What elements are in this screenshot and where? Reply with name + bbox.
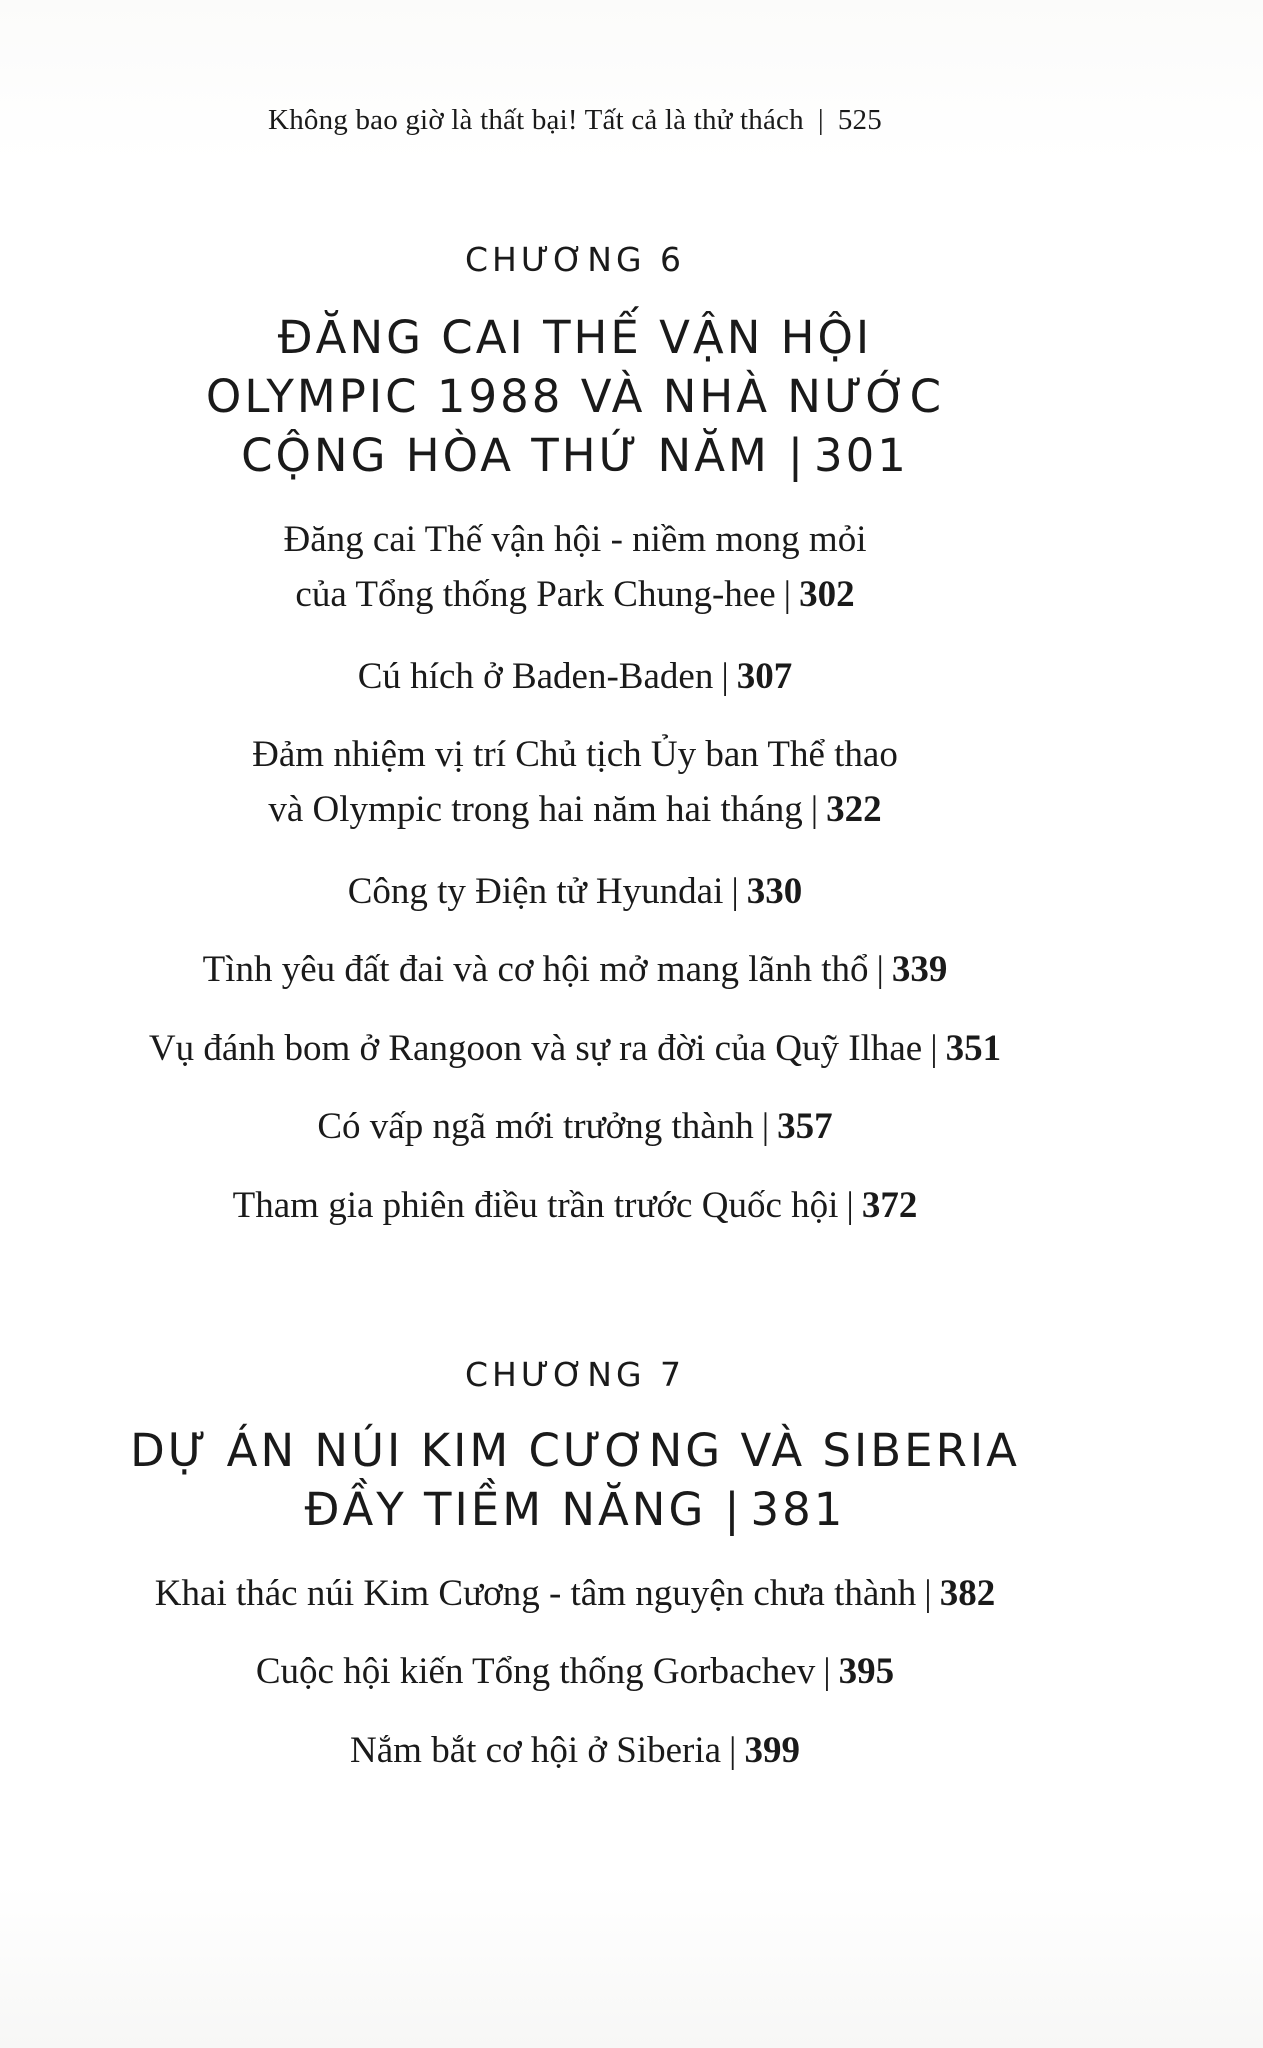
running-header-separator: | (817, 104, 824, 136)
toc-entry-line (0, 567, 1150, 622)
chapter-6-label: CHƯƠNG 6 (464, 240, 686, 279)
chapter-7-title (0, 1421, 1150, 1539)
chapter-6-title-line-1: ĐĂNG CAI THẾ VẬN HỘI (277, 311, 873, 364)
toc-page-number: 330 (746, 871, 803, 912)
toc-separator: | (823, 1651, 831, 1692)
toc-entry-line (0, 942, 1150, 997)
chapter-7-title-line-2 (0, 1480, 1150, 1539)
chapter-6-title-separator: | (787, 429, 806, 482)
toc-entry-line (0, 1021, 1150, 1076)
toc-entry-text: và Olympic trong hai năm hai tháng (268, 789, 803, 830)
toc-separator: | (846, 1185, 854, 1226)
toc-entry-line (0, 1644, 1150, 1699)
toc-entry-line (0, 1566, 1150, 1621)
toc-page-number: 307 (736, 656, 793, 697)
toc-page-number: 339 (891, 949, 948, 990)
chapter-7-entry-2[interactable] (0, 1644, 1150, 1699)
chapter-7-title-line-2-text: ĐẦY TIỀM NĂNG (304, 1483, 707, 1536)
chapter-6-entry-8[interactable] (0, 1178, 1150, 1233)
toc-entry-text: Công ty Điện tử Hyundai (347, 871, 724, 912)
chapter-7-entry-3[interactable] (0, 1723, 1150, 1778)
toc-entry-text: Nắm bắt cơ hội ở Siberia (350, 1730, 722, 1771)
toc-entry-line (0, 1099, 1150, 1154)
toc-entry-text: Cuộc hội kiến Tổng thống Gorbachev (255, 1651, 816, 1692)
toc-separator: | (930, 1028, 938, 1069)
chapter-6-title-line-3-text: CỘNG HÒA THỨ NĂM (241, 429, 770, 482)
toc-entry-line: Đảm nhiệm vị trí Chủ tịch Ủy ban Thể thao (252, 734, 898, 775)
toc-separator: | (924, 1573, 932, 1614)
toc-separator: | (731, 871, 739, 912)
chapter-6-heading (0, 240, 1150, 279)
chapter-6-entry-3[interactable] (0, 727, 1150, 837)
chapter-6-title (0, 308, 1150, 485)
chapter-6-entry-5[interactable] (0, 942, 1150, 997)
chapter-7-page: 381 (750, 1483, 846, 1536)
running-header (0, 104, 1150, 137)
chapter-7-title-separator: | (724, 1483, 743, 1536)
chapter-6-entry-1[interactable] (0, 512, 1150, 622)
toc-entry-text: Tham gia phiên điều trần trước Quốc hội (232, 1185, 839, 1226)
toc-page-number: 395 (838, 1651, 895, 1692)
running-header-page-number: 525 (837, 104, 882, 136)
toc-page-number: 302 (799, 574, 855, 615)
toc-entry-text: Có vấp ngã mới trưởng thành (317, 1106, 754, 1147)
toc-separator: | (761, 1106, 770, 1147)
chapter-6-page: 301 (814, 429, 909, 482)
toc-entry-line (0, 1178, 1150, 1233)
toc-page-number: 357 (777, 1106, 833, 1147)
toc-separator: | (810, 789, 819, 830)
chapter-6-title-line-2: OLYMPIC 1988 VÀ NHÀ NƯỚC (205, 370, 945, 423)
toc-page-number: 372 (861, 1185, 918, 1226)
toc-separator: | (729, 1730, 737, 1771)
chapter-6-entry-7[interactable] (0, 1099, 1150, 1154)
toc-entry-line (0, 1723, 1150, 1778)
toc-entry-text: Cú hích ở Baden-Baden (357, 656, 714, 697)
running-header-title: Không bao giờ là thất bại! Tất cả là thử thách (268, 104, 804, 136)
toc-separator: | (876, 949, 884, 990)
chapter-7-heading (0, 1355, 1150, 1394)
chapter-7-title-line-1: DỰ ÁN NÚI KIM CƯƠNG VÀ SIBERIA (130, 1424, 1020, 1477)
toc-entry-text: của Tổng thống Park Chung-hee (295, 574, 776, 615)
toc-page-number: 322 (826, 789, 882, 830)
chapter-6-title-line-3 (0, 426, 1150, 485)
toc-entry-text: Tình yêu đất đai và cơ hội mở mang lãnh thổ (202, 949, 869, 990)
toc-separator: | (721, 656, 729, 697)
toc-entry-line (0, 782, 1150, 837)
toc-entry-line (0, 864, 1150, 919)
toc-entry-line (0, 649, 1150, 704)
toc-separator: | (783, 574, 792, 615)
chapter-7-entry-1[interactable] (0, 1566, 1150, 1621)
toc-page-number: 382 (939, 1573, 996, 1614)
toc-entry-line: Đăng cai Thế vận hội - niềm mong mỏi (283, 519, 867, 560)
toc-entry-text: Khai thác núi Kim Cương - tâm nguyện chưa thành (154, 1573, 917, 1614)
toc-page-number: 399 (744, 1730, 800, 1771)
toc-entry-text: Vụ đánh bom ở Rangoon và sự ra đời của Quỹ Ilhae (148, 1028, 923, 1069)
chapter-6-entry-4[interactable] (0, 864, 1150, 919)
chapter-6-entry-2[interactable] (0, 649, 1150, 704)
chapter-7-label: CHƯƠNG 7 (464, 1355, 686, 1394)
chapter-6-entry-6[interactable] (0, 1021, 1150, 1076)
toc-page-number: 351 (945, 1028, 1002, 1069)
